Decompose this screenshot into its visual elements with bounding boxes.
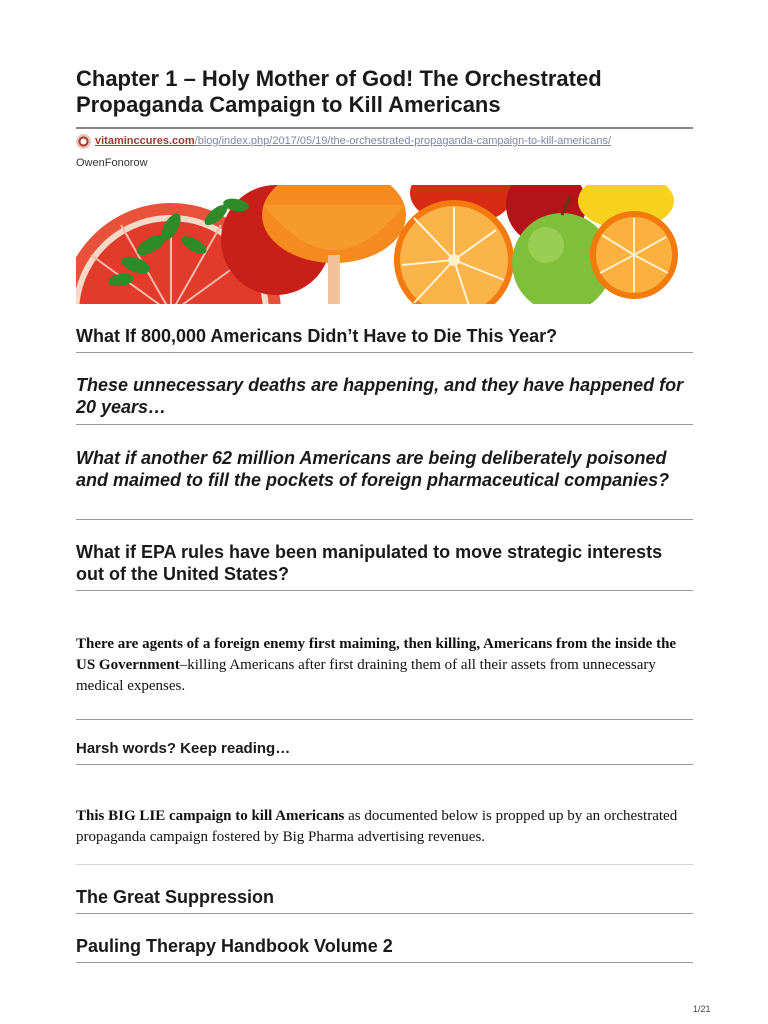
page-number: 1/21 bbox=[693, 1004, 711, 1014]
heading-800000-americans: What If 800,000 Americans Didn’t Have to Die This Year? bbox=[76, 326, 558, 346]
divider bbox=[76, 719, 693, 720]
paragraph-text: –killing Americans after first draining them of all their assets from unnecessary medical expenses. bbox=[76, 657, 656, 694]
divider bbox=[76, 424, 693, 425]
title-divider bbox=[76, 127, 693, 129]
divider bbox=[76, 590, 693, 591]
paragraph-text: as documented below is propped up by an orchestrated propaganda campaign fostered by Big Pharma advertising revenues. bbox=[76, 808, 678, 845]
heading-unnecessary-deaths: These unnecessary deaths are happening, and they have happened for 20 years… bbox=[76, 375, 684, 417]
divider bbox=[76, 913, 693, 914]
heading-harsh-words: Harsh words? Keep reading… bbox=[76, 740, 291, 757]
site-logo-icon bbox=[76, 134, 91, 149]
divider bbox=[76, 962, 693, 963]
source-domain[interactable]: vitaminccures.com bbox=[95, 135, 195, 147]
divider bbox=[76, 864, 693, 865]
heading-62-million: What if another 62 million Americans are being deliberately poisoned and maimed to fill the pockets of foreign pharmaceutical companies? bbox=[76, 448, 670, 490]
heading-epa-rules: What if EPA rules have been manipulated to move strategic interests out of the United States? bbox=[76, 542, 663, 584]
heading-pauling-handbook: Pauling Therapy Handbook Volume 2 bbox=[76, 936, 393, 956]
source-path[interactable]: /blog/index.php/2017/05/19/the-orchestrated-propaganda-campaign-to-kill-americans/ bbox=[194, 135, 612, 147]
heading-great-suppression: The Great Suppression bbox=[76, 887, 275, 907]
divider bbox=[76, 352, 693, 353]
fruit-illustration bbox=[76, 185, 693, 304]
paragraph-bold-lead: This BIG LIE campaign to kill Americans bbox=[76, 808, 345, 824]
source-link[interactable] bbox=[76, 133, 611, 149]
paragraph-big-lie bbox=[76, 806, 693, 848]
paragraph-bold-lead: There are agents of a foreign enemy first maiming, then killing, Americans from the inside the US Government bbox=[76, 636, 677, 673]
hero-fruit-image bbox=[76, 185, 693, 304]
article-title: Chapter 1 – Holy Mother of God! The Orchestrated Propaganda Campaign to Kill Americans bbox=[76, 66, 602, 117]
divider bbox=[76, 519, 693, 520]
divider bbox=[76, 764, 693, 765]
paragraph-foreign-enemy bbox=[76, 634, 693, 697]
author-name: OwenFonorow bbox=[76, 157, 148, 169]
